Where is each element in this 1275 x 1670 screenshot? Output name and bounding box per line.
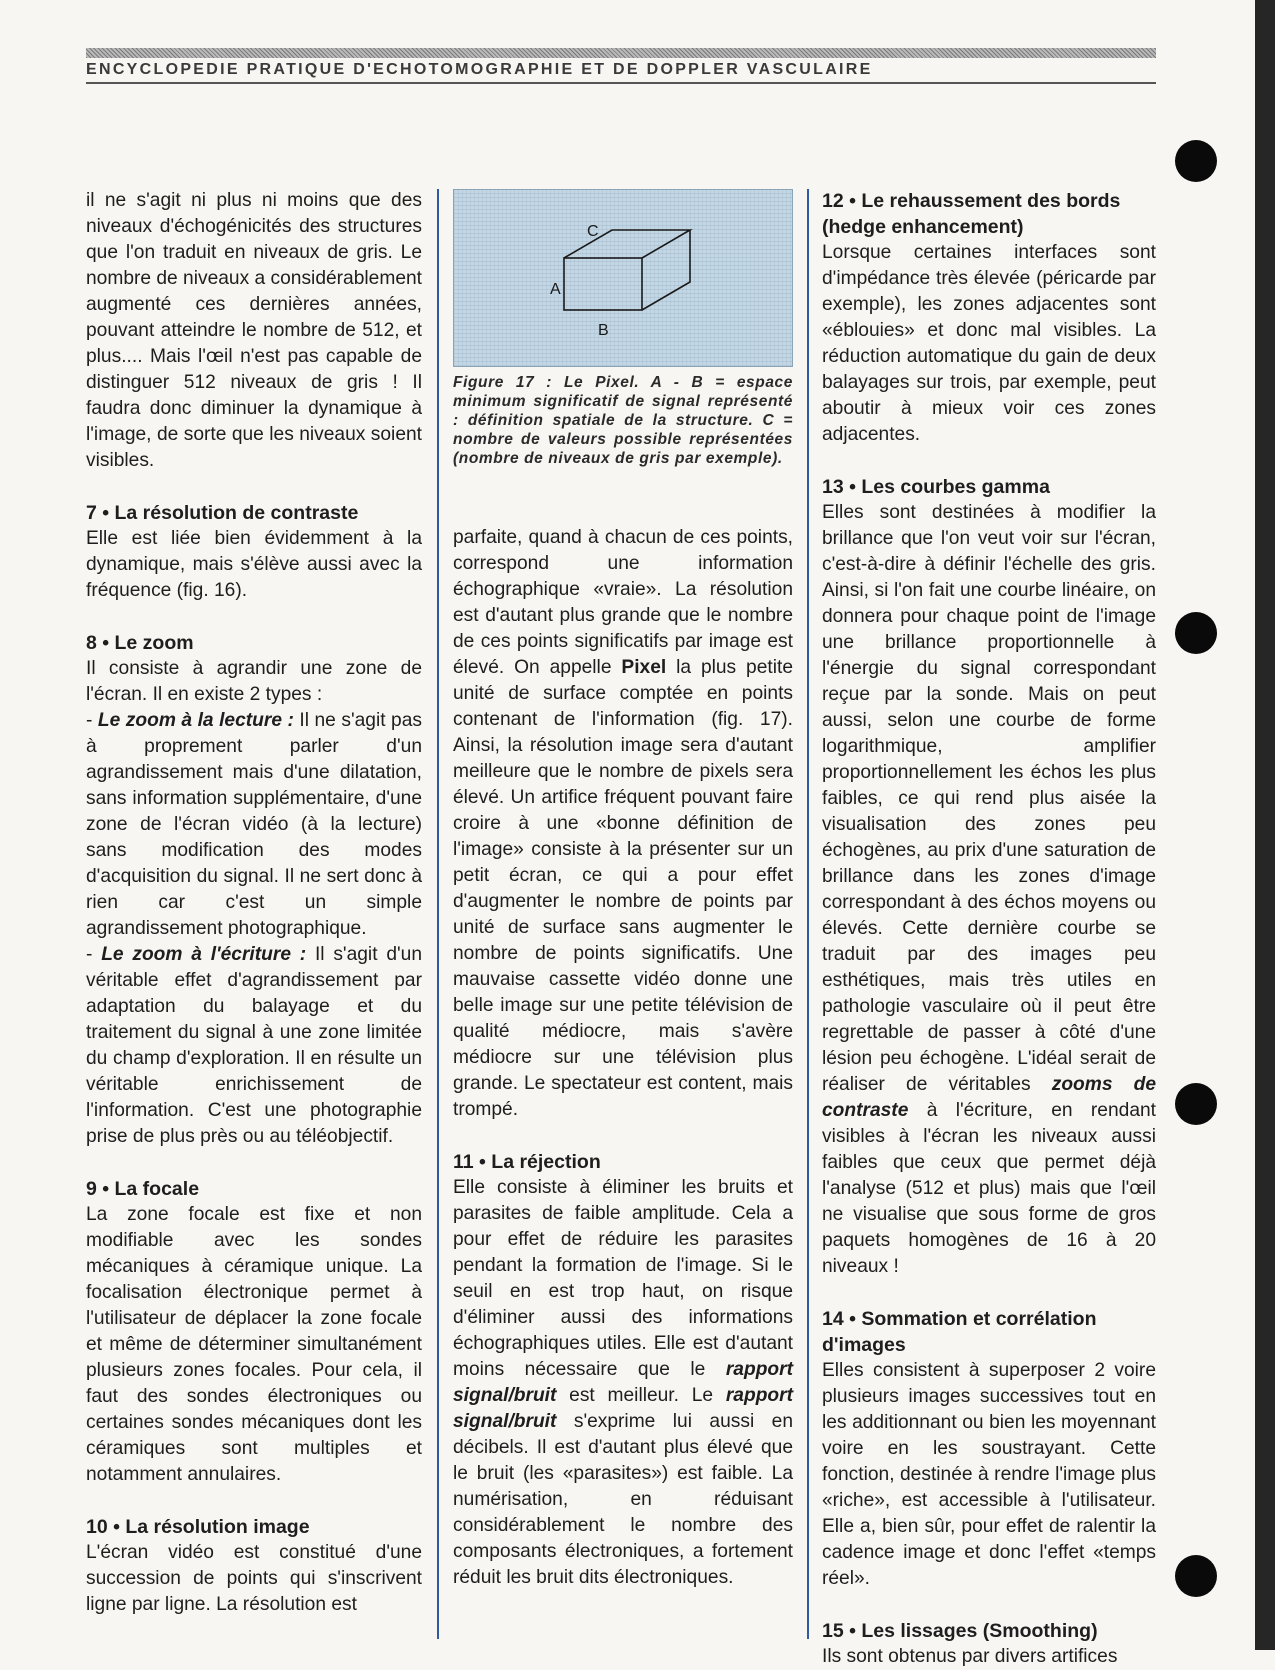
column-rule bbox=[807, 189, 809, 1639]
list-dash: - bbox=[86, 710, 98, 731]
header-stripe bbox=[86, 48, 1156, 58]
binder-hole bbox=[1175, 140, 1217, 182]
section-heading: 8 • Le zoom bbox=[86, 632, 194, 654]
column-rule bbox=[437, 189, 439, 1639]
cube-top-face bbox=[564, 230, 690, 258]
cube-front-face bbox=[564, 258, 642, 310]
term-zoom-lecture: Le zoom à la lecture : bbox=[97, 710, 294, 731]
cube-side-face bbox=[642, 230, 690, 310]
paragraph: La zone focale est fixe et non modifiable avec les sondes mécaniques à céramique unique. La focalisation électronique permet à l'utilisateur de déplacer la zone focale et même de déterminer simultanément plusieurs zones focales. Pour cela, il faut des sondes électroniques ou certaines sondes mécaniques dont les céramiques sont multiples et notamment annulaires. bbox=[86, 1204, 422, 1485]
paragraph-text: Elle consiste à éliminer les bruits et parasites de faible amplitude. Cela a pour effet de réduire les parasites pendant la formation de l'image. Si le seuil en est trop haut, on risque d'éliminer aussi des informations échographiques utiles. Elle est d'autant moins nécessaire que le bbox=[453, 1177, 793, 1380]
section-heading: 9 • La focale bbox=[86, 1178, 200, 1200]
figure-caption: Figure 17 : Le Pixel. A - B = espace minimum significatif de signal représenté : définition spatiale de la structure. C = nombre de valeurs possible représentées (nombre de niveaux de gris par exemple). bbox=[453, 374, 793, 467]
column-left bbox=[86, 188, 422, 1618]
section-heading: 13 • Les courbes gamma bbox=[822, 476, 1050, 498]
binder-hole bbox=[1175, 1555, 1217, 1597]
paragraph: Elles consistent à superposer 2 voire plusieurs images successives tout en les additionnant ou bien les moyennant voire en les soustrayant. Cette fonction, destinée à rendre l'image plus «riche», est accessible à l'utilisateur. Elle a, bien sûr, pour effet de ralentir la cadence image et donc l'effet «temps réel». bbox=[822, 1360, 1156, 1589]
list-dash: - bbox=[86, 944, 102, 965]
term-rapport-signal-bruit: rapport signal/bruit bbox=[453, 1359, 793, 1406]
paragraph: Ils sont obtenus par divers artifices bbox=[822, 1646, 1118, 1667]
column-middle bbox=[453, 525, 793, 1591]
paragraph: Il consiste à agrandir une zone de l'écran. Il en existe 2 types : bbox=[86, 658, 422, 705]
paragraph-text: Il ne s'agit pas à proprement parler d'un agrandissement mais d'une dilatation, sans information supplémentaire, d'une zone de l'écran vidéo (à la lecture) sans modification des modes d'acquisition du signal. Il ne sert donc à rien car c'est un simple agrandissement photographique. bbox=[86, 710, 422, 939]
term-zoom-ecriture: Le zoom à l'écriture : bbox=[101, 944, 307, 965]
running-header: ENCYCLOPEDIE PRATIQUE D'ECHOTOMOGRAPHIE ET DE DOPPLER VASCULAIRE bbox=[86, 61, 873, 78]
label-a: A bbox=[550, 281, 561, 298]
paragraph bbox=[86, 942, 422, 1150]
header-rule bbox=[86, 82, 1156, 84]
section-heading: 15 • Les lissages (Smoothing) bbox=[822, 1620, 1098, 1642]
paragraph bbox=[453, 1175, 793, 1591]
binder-hole bbox=[1175, 1083, 1217, 1125]
section-heading: 10 • La résolution image bbox=[86, 1516, 310, 1538]
paragraph-text: à l'écriture, en rendant visibles à l'écran les niveaux aussi faibles que ceux que permet déjà l'analyse (512 et plus) mais que l'œil ne visualise que sous forme de gros paquets homogènes de 16 à 20 niveaux ! bbox=[822, 1100, 1156, 1277]
column-right bbox=[822, 188, 1156, 1670]
section-heading: 7 • La résolution de contraste bbox=[86, 502, 359, 524]
term-zooms-de-contraste: zooms de contraste bbox=[822, 1074, 1156, 1121]
label-c: C bbox=[587, 223, 599, 240]
paragraph bbox=[822, 500, 1156, 1280]
paragraph-text: Il s'agit d'un véritable effet d'agrandissement par adaptation du balayage et du traitement du signal à une zone limitée du champ d'exploration. Il en résulte un véritable enrichissement de l'information. C'est une photographie prise de plus près ou au téléobjectif. bbox=[86, 944, 422, 1147]
label-b: B bbox=[598, 322, 609, 339]
figure-pixel-diagram bbox=[453, 189, 793, 367]
section-heading: 12 • Le rehaussement des bords (hedge enhancement) bbox=[822, 190, 1121, 238]
binder-hole bbox=[1175, 612, 1217, 654]
paragraph: il ne s'agit ni plus ni moins que des niveaux d'échogénicités des structures que l'on traduit en niveaux de gris. Le nombre de niveaux a considérablement augmenté ces dernières années, pouvant atteindre le nombre de 512, et plus.... Mais l'œil n'est pas capable de distinguer 512 niveaux de gris ! Il faudra donc diminuer la dynamique à l'image, de sorte que les niveaux soient visibles. bbox=[86, 190, 422, 471]
paragraph-text: Elles sont destinées à modifier la brillance que l'on veut voir sur l'écran, c'est-à-dire à définir l'échelle des gris. Ainsi, si l'on fait une courbe linéaire, on donnera pour chaque point de l'image une brillance proportionnelle à l'énergie du signal correspondant reçue par la sonde. Mais on peut aussi, selon une courbe de forme logarithmique, amplifier proportionnellement les échos les plus faibles, ce qui rend plus aisée la visualisation des zones peu échogènes, au prix d'une saturation de brillance dans les zones d'image correspondant à des échos moyens ou élevés. Cette dernière courbe se traduit par des images peu esthétiques, mais très utiles en pathologie vasculaire où il peut être regrettable de passer à côté d'une lésion peu échogène. L'idéal serait de réaliser de véritables bbox=[822, 502, 1156, 1095]
term-pixel: Pixel bbox=[621, 657, 667, 678]
paragraph: Lorsque certaines interfaces sont d'impédance très élevée (péricarde par exemple), les zones adjacentes sont «éblouies» et donc mal visibles. La réduction automatique du gain de deux balayages sur trois, par exemple, peut aboutir à mieux voir ces zones adjacentes. bbox=[822, 242, 1156, 445]
paragraph-text: est meilleur. Le bbox=[556, 1385, 726, 1406]
paragraph-text: s'exprime lui aussi en décibels. Il est d'autant plus élevé que le bruit (les «parasites») est faible. La numérisation, en réduisant considérablement le nombre des composants électroniques, a fortement réduit les bruit dits électroniques. bbox=[453, 1411, 793, 1588]
paragraph-text: la plus petite unité de surface comptée en points contenant de l'information (fig. 17). Ainsi, la résolution image sera d'autant meilleure que le nombre de pixels sera élevé. Un artifice fréquent pouvant faire croire à une «bonne définition de l'image» consiste à la présenter sur un petit écran, ce qui a pour effet d'augmenter le nombre de points par unité de surface sans augmenter le nombre de points significatifs. Une mauvaise cassette vidéo donne une belle image sur une petite télévision de qualité médiocre, mais s'avère médiocre sur une télévision plus grande. Le spectateur est content, mais trompé. bbox=[453, 657, 793, 1120]
section-heading: 14 • Sommation et corrélation d'images bbox=[822, 1308, 1097, 1356]
section-heading: 11 • La réjection bbox=[453, 1151, 601, 1173]
paragraph bbox=[86, 708, 422, 942]
cube-diagram bbox=[454, 190, 792, 366]
term-rapport-signal-bruit: rapport signal/bruit bbox=[453, 1385, 793, 1432]
page-edge bbox=[1255, 0, 1275, 1650]
paragraph-text: parfaite, quand à chacun de ces points, correspond une information échographique «vraie». La résolution est d'autant plus grande que le nombre de ces points significatifs par image est élevé. On appelle bbox=[453, 527, 793, 678]
paragraph: Elle est liée bien évidemment à la dynamique, mais s'élève aussi avec la fréquence (fig. 16). bbox=[86, 528, 422, 601]
paragraph: L'écran vidéo est constitué d'une succession de points qui s'inscrivent ligne par ligne. La résolution est bbox=[86, 1542, 422, 1615]
paragraph bbox=[453, 525, 793, 1123]
